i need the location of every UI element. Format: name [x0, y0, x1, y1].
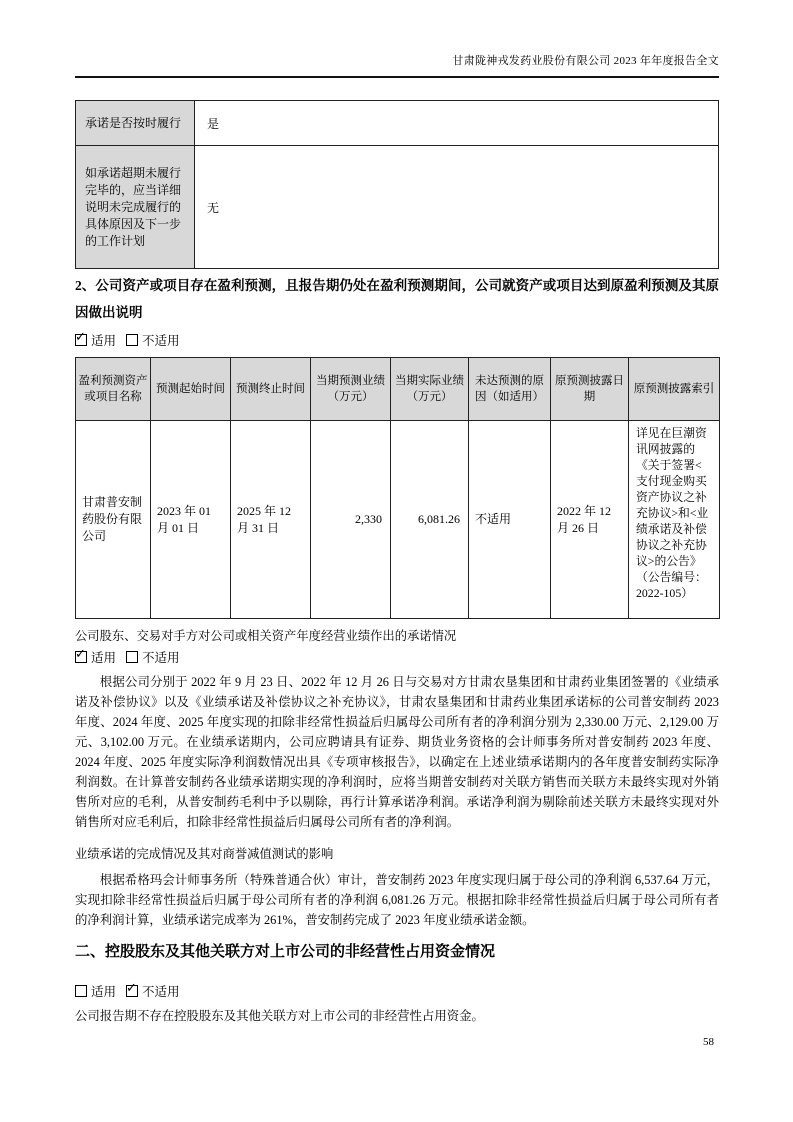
disclosure-index: 详见在巨潮资讯网披露的《关于签署<支付现金购买资产协议之补充协议>和<业绩承诺及补偿协议之补充协议>的公告》（公告编号：2022-105） [629, 421, 720, 619]
column-header: 预测终止时间 [231, 358, 311, 421]
column-header: 当期实际业绩（万元） [391, 358, 469, 421]
profit-forecast-table [75, 357, 720, 619]
column-header: 当期预测业绩（万元） [311, 358, 391, 421]
forecast-end-date: 2025 年 12 月 31 日 [231, 421, 311, 619]
commitment-row-label: 承诺是否按时履行 [76, 101, 195, 146]
commitment-row-value: 无 [195, 146, 719, 269]
applicability-line-forecast [75, 331, 180, 349]
checkbox-unchecked-icon [126, 334, 138, 346]
goodwill-impact-line: 业绩承诺的完成情况及其对商誉减值测试的影响 [75, 847, 334, 861]
applicable-label: 适用 [91, 985, 117, 999]
profit-forecast-section-heading: 2、公司资产或项目存在盈利预测，且报告期仍处在盈利预测期间，公司就资产或项目达到原盈利预测及其原因做出说明 [75, 278, 719, 320]
applicable-label: 适用 [91, 651, 117, 665]
table-row [76, 421, 720, 619]
commitment-row-label: 如承诺超期未履行完毕的，应当详细说明未完成履行的具体原因及下一步的工作计划 [76, 146, 195, 269]
table-row [76, 146, 719, 269]
checkbox-unchecked-icon [75, 985, 87, 997]
not-applicable-label: 不适用 [142, 651, 180, 665]
commitment-row-value: 是 [195, 101, 719, 146]
checkbox-unchecked-icon [126, 651, 138, 663]
section-two-body: 公司报告期不存在控股股东及其他关联方对上市公司的非经营性占用资金。 [75, 1009, 484, 1023]
commitment-status-table [75, 100, 719, 269]
report-header-title: 甘肃陇神戎发药业股份有限公司 2023 年年度报告全文 [452, 55, 719, 67]
column-header: 预测起始时间 [151, 358, 231, 421]
miss-reason: 不适用 [469, 421, 551, 619]
forecast-start-date: 2023 年 01 月 01 日 [151, 421, 231, 619]
not-applicable-label: 不适用 [142, 334, 180, 348]
column-header: 盈利预测资产或项目名称 [76, 358, 151, 421]
column-header: 未达预测的原因（如适用） [469, 358, 551, 421]
disclosure-date: 2022 年 12 月 26 日 [551, 421, 629, 619]
checkbox-checked-icon [75, 334, 87, 346]
section-two-heading: 二、控股股东及其他关联方对上市公司的非经营性占用资金情况 [75, 944, 496, 960]
header-divider-rule [75, 76, 719, 78]
applicable-label: 适用 [91, 334, 117, 348]
checkbox-checked-icon [126, 985, 138, 997]
commitment-note-title: 公司股东、交易对手方对公司或相关资产年度经营业绩作出的承诺情况 [75, 629, 457, 643]
column-header: 原预测披露索引 [629, 358, 720, 421]
page-number: 58 [703, 1036, 714, 1048]
forecast-asset-name: 甘肃普安制药股份有限公司 [76, 421, 151, 619]
table-row [76, 101, 719, 146]
actual-value: 6,081.26 [391, 421, 469, 619]
applicability-line-section-two [75, 982, 180, 1000]
not-applicable-label: 不适用 [142, 985, 180, 999]
table-header-row [76, 358, 720, 421]
audit-result-paragraph: 根据希格玛会计师事务所（特殊普通合伙）审计，普安制药 2023 年度实现归属于母公司的净利润 6,537.64 万元，实现扣除非经常性损益后归属于母公司所有者的净利润 6,081.26 万元。根据扣除非经常性损益后归属于母公司所有者的净利润计算，业绩承诺完成率为 261%，普安制药完成了 2023 年度业绩承诺金额。 [75, 873, 719, 927]
column-header: 原预测披露日期 [551, 358, 629, 421]
applicability-line-commitment [75, 648, 180, 666]
checkbox-checked-icon [75, 651, 87, 663]
commitment-paragraph: 根据公司分别于 2022 年 9 月 23 日、2022 年 12 月 26 日与交易对方甘肃农垦集团和甘肃药业集团签署的《业绩承诺及补偿协议》以及《业绩承诺及补偿协议之补充协议》，甘肃农垦集团和甘肃药业集团承诺标的公司普安制药 2023 年度、2024 年度、2025 年度实现的扣除非经常性损益后归属母公司所有者的净利润分别为 2,330.00 万元、2,129.00 万元、3,102.00 万元。在业绩承诺期内，公司应聘请具有证券、期货业务资格的会计师事务所对普安制药 2023 年度、2024 年度、2025 年度实际净利润数情况出具《专项审核报告》，以确定在上述业绩承诺期内的各年度普安制药实际净利润数。在计算普安制药各业绩承诺期实现的净利润时，应将当期普安制药对关联方销售而关联方未最终实现对外销售所对应的毛利，从普安制药毛利中予以剔除，再行计算承诺净利润。承诺净利润为剔除前述关联方未最终实现对外销售所对应毛利后，扣除非经常性损益后归属母公司所有者的净利润。 [75, 675, 719, 829]
forecast-value: 2,330 [311, 421, 391, 619]
